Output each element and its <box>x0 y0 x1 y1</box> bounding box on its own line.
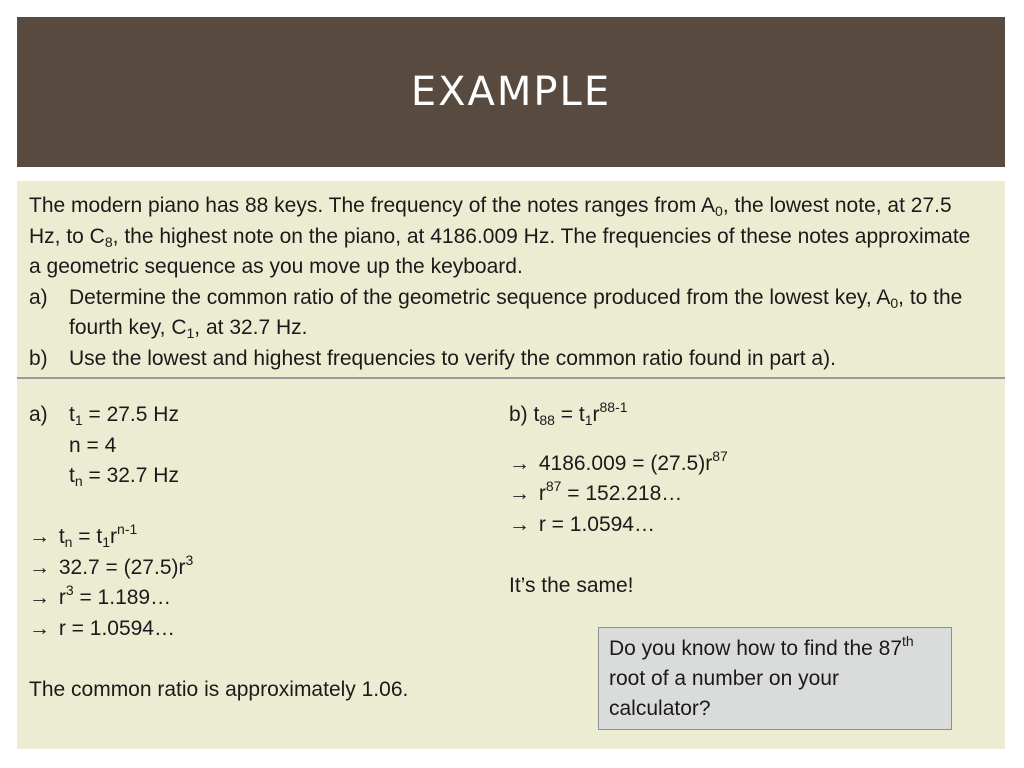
given-t1: a) $t_1 = 27.5$ Hz <box>29 403 179 428</box>
formula-b-step-2: → $r^{87}$ = 152.218… <box>509 479 979 510</box>
question-b: b) Use the lowest and highest frequencies to verify the common ratio found in part a). <box>29 346 836 370</box>
formula-step-1: → $t_n = t_1r^{n-1}$ <box>29 522 489 553</box>
content-panel <box>17 181 1005 749</box>
question-list <box>29 283 984 375</box>
given-tn: $t_n = 32.7$ Hz <box>69 464 179 489</box>
arrow-icon: → <box>509 482 530 505</box>
problem-statement <box>29 191 984 374</box>
formula-step-2: → $32.7 = (27.5)r^3$ <box>29 553 489 584</box>
calculator-tip-box: Do you know how to find the 87th root of a number on your calculator? <box>598 627 952 730</box>
formula-b-step-1: → $4186.009 = (27.5)r^{87}$ <box>509 449 979 480</box>
solution-part-a <box>29 400 489 705</box>
solution-part-b <box>509 400 979 601</box>
divider <box>17 377 1005 379</box>
question-a: a) Determine the common ratio of the geometric sequence produced from the lowest key, $A_0$, to the fourth key, $C_1$, at 32.7 Hz. <box>29 285 963 341</box>
formula-step-4: → r = 1.0594… <box>29 614 489 645</box>
conclusion-b: It’s the same! <box>509 573 634 597</box>
intro-paragraph: The modern piano has 88 keys. The frequency of the notes ranges from $A_0$, the lowest note, at 27.5 Hz, to $C_8$, the highest note on the piano, at 4186.009 Hz. The frequencies of these notes approximate a geometric sequence as you move up the keyboard. <box>29 194 971 278</box>
formula-step-3: → $r^3$ = 1.189… <box>29 583 489 614</box>
formula-b-step-3: → r = 1.0594… <box>509 510 979 541</box>
conclusion-a: The common ratio is approximately 1.06. <box>29 677 409 701</box>
arrow-icon: → <box>29 586 50 609</box>
arrow-icon: → <box>509 451 530 475</box>
arrow-icon: → <box>509 512 530 536</box>
arrow-icon: → <box>29 555 50 579</box>
given-n: n = 4 <box>69 433 117 457</box>
arrow-icon: → <box>29 525 50 548</box>
slide-title: EXAMPLE <box>410 69 612 115</box>
arrow-icon: → <box>29 616 50 640</box>
title-bar <box>17 17 1005 167</box>
formula-b-header: b) $t_{88} = t_1r^{88-1}$ <box>509 399 628 428</box>
